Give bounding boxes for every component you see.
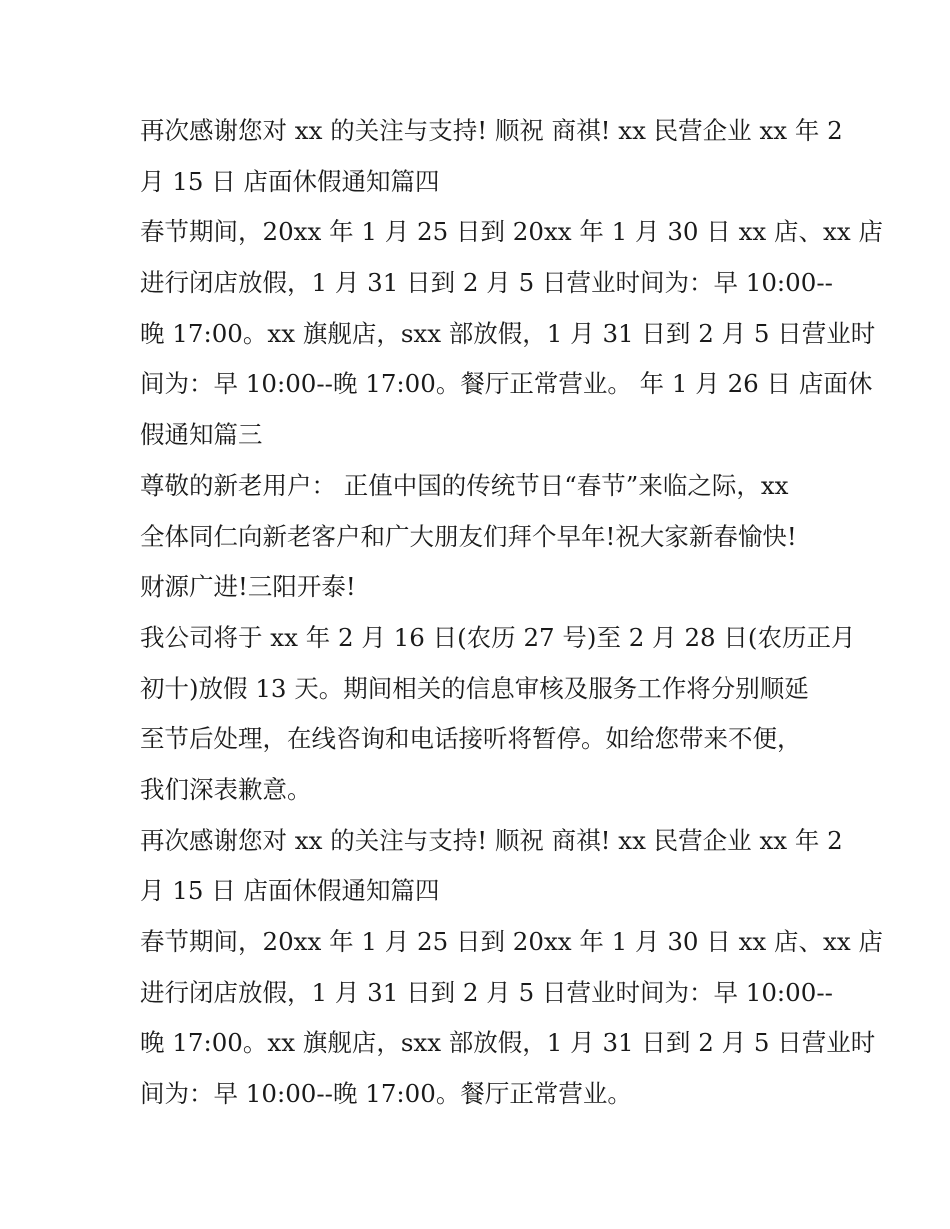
text-line: 间为：早 10:00--晚 17:00。餐厅正常营业。 年 1 月 26 日 店面休 [140,369,873,399]
text-line: 春节期间，20xx 年 1 月 25 日到 20xx 年 1 月 30 日 xx 店、xx 店 [140,217,883,247]
text-line: 再次感谢您对 xx 的关注与支持! 顺祝 商祺! xx 民营企业 xx 年 2 [140,116,843,145]
text-line: 尊敬的新老用户： 正值中国的传统节日“春节”来临之际，xx [140,470,789,500]
text-line: 初十)放假 13 天。期间相关的信息审核及服务工作将分别顺延 [140,673,809,703]
text-line: 晚 17:00。xx 旗舰店，sxx 部放假，1 月 31 日到 2 月 5 日营业时 [140,318,876,348]
text-line: 我公司将于 xx 年 2 月 16 日(农历 27 号)至 2 月 28 日(农历正月 [140,622,856,652]
text-line: 至节后处理，在线咨询和电话接听将暂停。如给您带来不便， [140,724,802,754]
text-line: 间为：早 10:00--晚 17:00。餐厅正常营业。 [140,1079,632,1109]
text-line: 月 15 日 店面休假通知篇四 [140,876,440,906]
text-line: 月 15 日 店面休假通知篇四 [140,166,440,196]
text-line: 财源广进!三阳开泰! [140,572,356,602]
text-line: 假通知篇三 [140,420,263,450]
text-line: 再次感谢您对 xx 的关注与支持! 顺祝 商祺! xx 民营企业 xx 年 2 [140,825,843,855]
document-body [140,106,883,1120]
text-line: 春节期间，20xx 年 1 月 25 日到 20xx 年 1 月 30 日 xx 店、xx 店 [140,927,883,956]
text-line: 晚 17:00。xx 旗舰店，sxx 部放假，1 月 31 日到 2 月 5 日营业时 [140,1028,876,1058]
text-line: 我们深表歉意。 [140,774,312,804]
text-line: 全体同仁向新老客户和广大朋友们拜个早年!祝大家新春愉快! [140,521,797,551]
text-line: 进行闭店放假，1 月 31 日到 2 月 5 日营业时间为：早 10:00-- [140,977,833,1007]
text-line: 进行闭店放假，1 月 31 日到 2 月 5 日营业时间为：早 10:00-- [140,268,833,298]
